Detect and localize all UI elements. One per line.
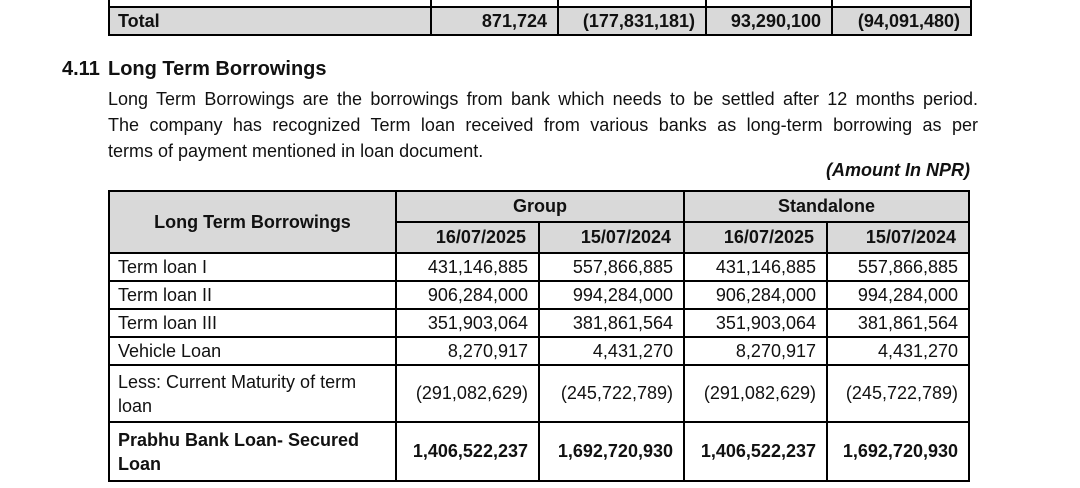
table-row [109, 253, 969, 281]
value-cell: 381,861,564 [539, 309, 684, 337]
header-date: 15/07/2024 [827, 222, 969, 253]
value-cell: 994,284,000 [539, 281, 684, 309]
amount-unit-note: (Amount In NPR) [826, 160, 970, 180]
value-cell: 557,866,885 [539, 253, 684, 281]
table-row [109, 337, 969, 365]
totals-value-cell: 93,290,100 [706, 7, 832, 35]
value-cell: (245,722,789) [827, 365, 969, 422]
section-number: 4.11 [62, 58, 100, 80]
table-row [109, 422, 969, 481]
row-label-cell: Prabhu Bank Loan- Secured Loan [109, 422, 396, 481]
value-cell: 351,903,064 [396, 309, 539, 337]
value-cell: 906,284,000 [684, 281, 827, 309]
value-cell: 431,146,885 [684, 253, 827, 281]
value-cell: (291,082,629) [684, 365, 827, 422]
value-cell: 431,146,885 [396, 253, 539, 281]
borrowings-table [108, 190, 970, 482]
row-label-cell: Term loan III [109, 309, 396, 337]
row-label-cell: Term loan II [109, 281, 396, 309]
value-cell: 557,866,885 [827, 253, 969, 281]
value-cell: 1,406,522,237 [396, 422, 539, 481]
header-row-groups [109, 191, 969, 222]
header-group: Group [396, 191, 684, 222]
paragraph-line: terms of payment mentioned in loan document. [108, 141, 484, 161]
header-date: 16/07/2025 [396, 222, 539, 253]
table-row [109, 309, 969, 337]
totals-value-cell: 871,724 [431, 7, 558, 35]
value-cell: (245,722,789) [539, 365, 684, 422]
value-cell: 4,431,270 [539, 337, 684, 365]
value-cell: 4,431,270 [827, 337, 969, 365]
paragraph-line: The company has recognized Term loan received from various banks as long-term borrowing as per [108, 115, 978, 135]
value-cell: 8,270,917 [684, 337, 827, 365]
header-date: 16/07/2025 [684, 222, 827, 253]
row-label-cell: Term loan I [109, 253, 396, 281]
value-cell: 381,861,564 [827, 309, 969, 337]
totals-table [108, 0, 972, 36]
header-standalone: Standalone [684, 191, 969, 222]
value-cell: 994,284,000 [827, 281, 969, 309]
totals-value-cell: (177,831,181) [558, 7, 706, 35]
header-date: 15/07/2024 [539, 222, 684, 253]
table-row [109, 281, 969, 309]
row-label-cell: Less: Current Maturity of term loan [109, 365, 396, 422]
value-cell: (291,082,629) [396, 365, 539, 422]
paragraph-line: Long Term Borrowings are the borrowings from bank which needs to be settled after 12 months period. [108, 89, 978, 109]
section-title: Long Term Borrowings [108, 58, 327, 80]
header-borrowings: Long Term Borrowings [109, 191, 396, 253]
totals-label-cell: Total [109, 7, 431, 35]
value-cell: 1,692,720,930 [539, 422, 684, 481]
body-paragraph [108, 86, 978, 164]
value-cell: 906,284,000 [396, 281, 539, 309]
row-label-cell: Vehicle Loan [109, 337, 396, 365]
section-heading [62, 58, 327, 81]
value-cell: 351,903,064 [684, 309, 827, 337]
value-cell: 1,406,522,237 [684, 422, 827, 481]
value-cell: 1,692,720,930 [827, 422, 969, 481]
table-row [109, 365, 969, 422]
totals-value-cell: (94,091,480) [832, 7, 971, 35]
totals-row [109, 7, 971, 35]
value-cell: 8,270,917 [396, 337, 539, 365]
cutoff-row [109, 0, 971, 7]
